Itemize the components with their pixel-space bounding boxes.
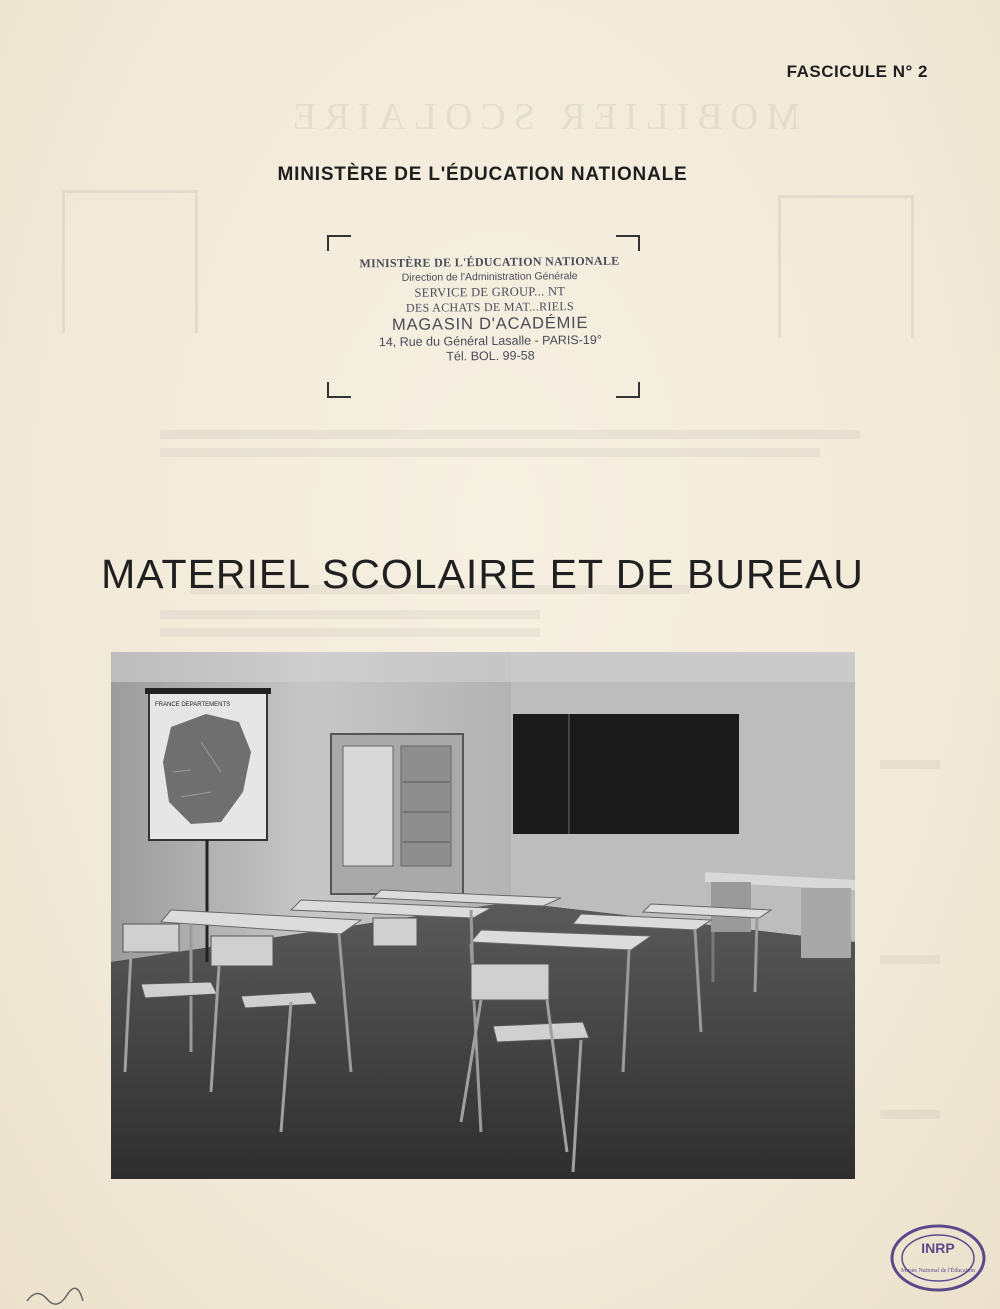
bleed-through-line: [160, 448, 820, 457]
address-stamp: [339, 253, 640, 365]
blackboard: [513, 714, 739, 834]
seal-ring-text: Musée National de l'Éducation: [901, 1268, 975, 1274]
bleed-through-desk-left: [62, 190, 198, 333]
stamp-line: DES ACHATS DE MAT...RIELS: [405, 299, 575, 315]
stamp-bracket-top-right: [616, 235, 640, 251]
classroom-photo: [111, 652, 855, 1179]
bleed-through-desk-right: [778, 195, 914, 338]
bleed-through-line: [160, 610, 540, 619]
stamp-bracket-bottom-right: [616, 382, 640, 398]
classroom-illustration: [111, 652, 855, 1179]
fascicule-number: FASCICULE N° 2: [786, 62, 928, 81]
stamp-line: Tél. BOL. 99-58: [446, 348, 535, 364]
stamp-line: SERVICE DE GROUP... NT: [414, 284, 566, 300]
map-label: FRANCE DEPARTEMENTS: [155, 702, 231, 708]
inrp-seal: [888, 1222, 988, 1294]
bleed-through-line: [160, 628, 540, 637]
stamp-bracket-bottom-left: [327, 382, 351, 398]
glass-cabinet: [331, 734, 463, 894]
bleed-through-line: [880, 1110, 940, 1119]
document-title: MATERIEL SCOLAIRE ET DE BUREAU: [101, 551, 864, 598]
stamp-line: 14, Rue du Général Lasalle - PARIS-19°: [378, 332, 602, 350]
corner-ink-mark: [25, 1285, 85, 1305]
stamp-line: Direction de l'Administration Générale: [401, 270, 578, 284]
bleed-through-line: [160, 430, 860, 439]
bleed-through-line: [880, 955, 940, 964]
seal-text: INRP: [921, 1240, 955, 1256]
stamp-line: MINISTÈRE DE L'ÉDUCATION NATIONALE: [359, 253, 620, 271]
bleed-through-line: [880, 760, 940, 769]
ministry-heading: MINISTÈRE DE L'ÉDUCATION NATIONALE: [277, 164, 688, 185]
stamp-bracket-top-left: [327, 235, 351, 251]
stamp-line: MAGASIN D'ACADÉMIE: [391, 313, 589, 335]
bleed-through-text: MOBILIER SCOLAIRE: [285, 96, 800, 138]
